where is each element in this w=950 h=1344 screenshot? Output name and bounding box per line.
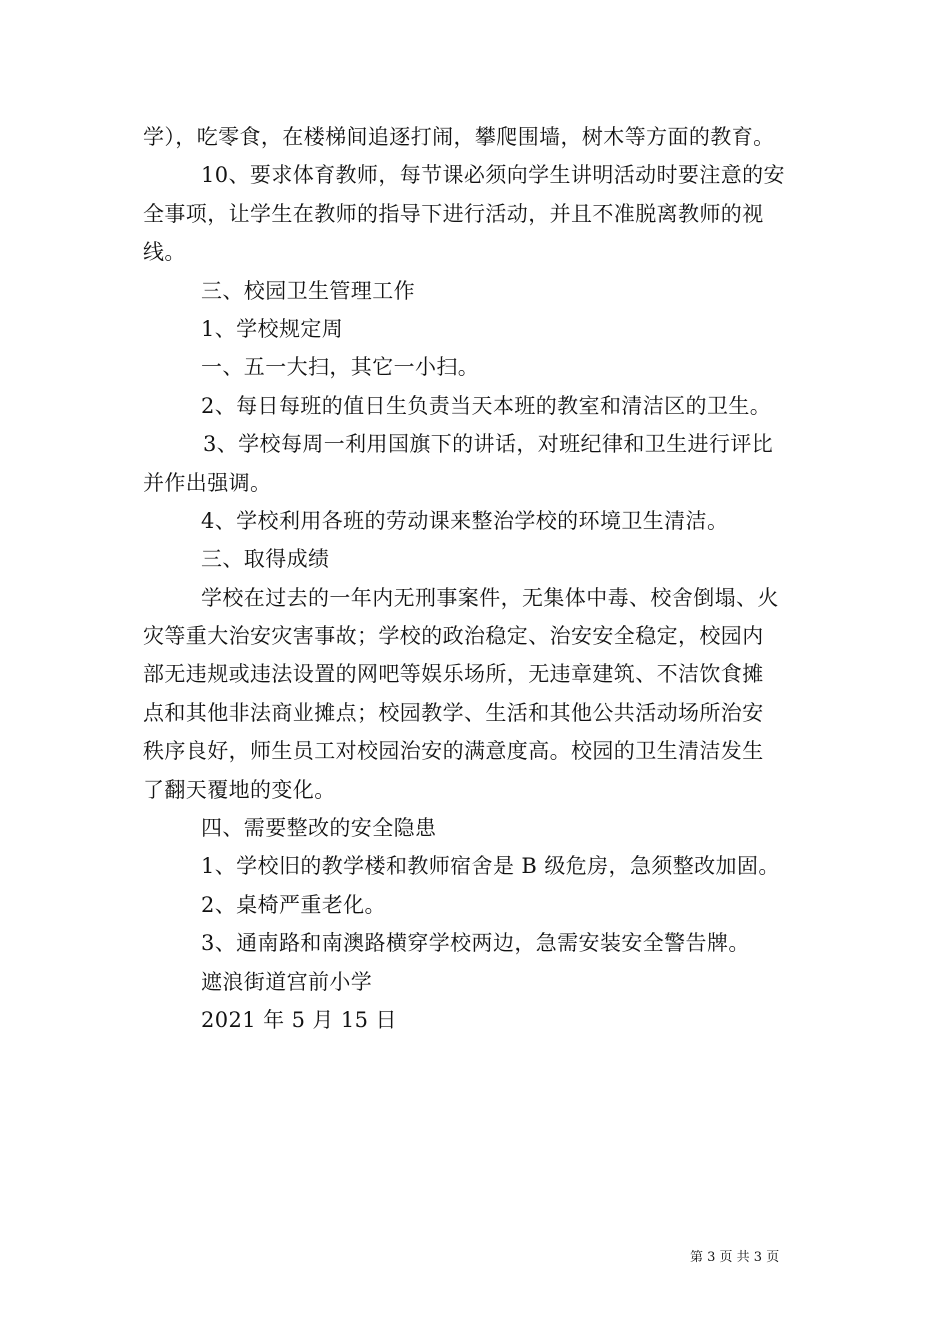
text-line-6: 1、学校规定周	[201, 316, 344, 341]
document-body	[143, 118, 809, 1039]
text-line-8: 2、每日每班的值日生负责当天本班的教室和清洁区的卫生。	[201, 393, 772, 418]
section-heading-sanitation: 三、校园卫生管理工作	[201, 278, 415, 303]
text-line-3: 全事项，让学生在教师的指导下进行活动，并且不准脱离教师的视	[143, 201, 764, 226]
text-line-22: 3、通南路和南澳路横穿学校两边，急需安装安全警告牌。	[201, 931, 750, 956]
text-line-2: 10、要求体育教师，每节课必须向学生讲明活动时要注意的安	[201, 163, 785, 188]
text-line-15: 部无违规或违法设置的网吧等娱乐场所，无违章建筑、不洁饮食摊	[143, 662, 764, 687]
text-line-14: 灾等重大治安灾害事故；学校的政治稳定、治安安全稳定，校园内	[143, 624, 764, 649]
section-heading-hazards: 四、需要整改的安全隐患	[201, 816, 437, 841]
page-number-footer: 第 3 页 共 3 页	[690, 1250, 780, 1265]
text-line-7: 一、五一大扫，其它一小扫。	[201, 355, 480, 380]
text-line-1: 学），吃零食，在楼梯间追逐打闹，攀爬围墙，树木等方面的教育。	[143, 125, 775, 149]
text-line-16: 点和其他非法商业摊点；校园教学、生活和其他公共活动场所治安	[143, 700, 764, 725]
text-line-17: 秩序良好，师生员工对校园治安的满意度高。校园的卫生清洁发生	[143, 739, 764, 764]
text-line-11: 4、学校利用各班的劳动课来整治学校的环境卫生清洁。	[201, 508, 729, 533]
text-line-10: 并作出强调。	[143, 470, 272, 495]
section-heading-achievements: 三、取得成绩	[201, 547, 330, 572]
text-line-9: 3、学校每周一利用国旗下的讲话，对班纪律和卫生进行评比	[203, 432, 774, 457]
text-line-4: 线。	[143, 240, 186, 265]
text-line-20: 1、学校旧的教学楼和教师宿舍是 B 级危房，急须整改加固。	[201, 854, 780, 879]
signature-date: 2021 年 5 月 15 日	[201, 1007, 397, 1032]
text-line-21: 2、桌椅严重老化。	[201, 892, 386, 917]
text-line-18: 了翻天覆地的变化。	[143, 777, 336, 802]
signature-school-name: 遮浪街道宫前小学	[201, 969, 373, 994]
text-line-13: 学校在过去的一年内无刑事案件，无集体中毒、校舍倒塌、火	[201, 585, 779, 610]
